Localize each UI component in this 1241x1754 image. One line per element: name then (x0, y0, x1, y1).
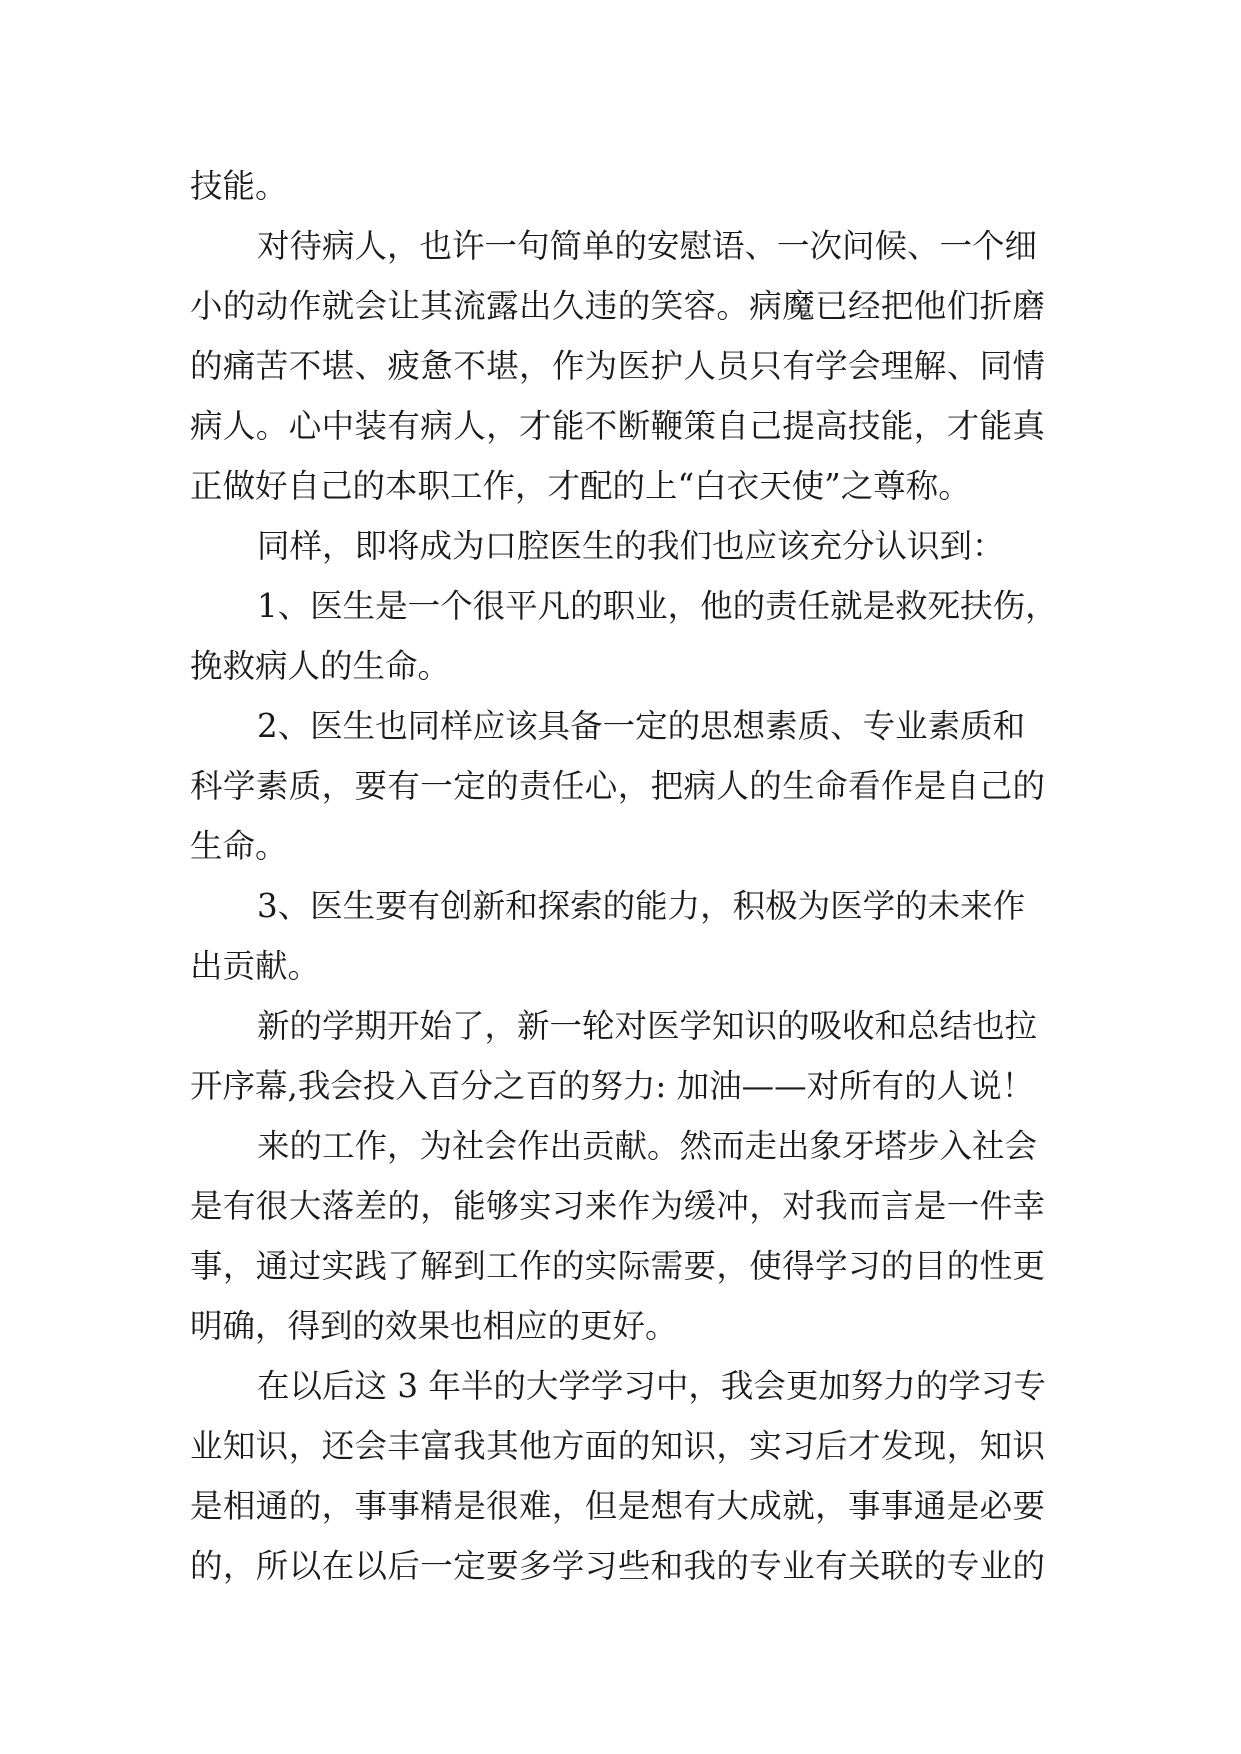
text-line: 是相通的，事事精是很难，但是想有大成就，事事通是必要 (190, 1487, 1046, 1525)
text-line: 业知识，还会丰富我其他方面的知识，实习后才发现，知识 (190, 1427, 1046, 1465)
list-item-2-line: 2、医生也同样应该具备一定的思想素质、专业素质和 (257, 707, 1026, 745)
text-line: 小的动作就会让其流露出久违的笑容。病魔已经把他们折磨 (190, 287, 1046, 325)
text-line: 的痛苦不堪、疲惫不堪，作为医护人员只有学会理解、同情 (190, 347, 1046, 385)
text-line: 技能。 (190, 167, 288, 205)
text-line: 的，所以在以后一定要多学习些和我的专业有关联的专业的 (190, 1547, 1046, 1585)
paragraph-start-line: 来的工作，为社会作出贡献。然而走出象牙塔步入社会 (257, 1127, 1038, 1165)
paragraph-start-line: 同样，即将成为口腔医生的我们也应该充分认识到： (257, 527, 1005, 565)
text-line: 正做好自己的本职工作，才配的上“白衣天使”之尊称。 (190, 467, 971, 505)
paragraph-start-line: 对待病人，也许一句简单的安慰语、一次问候、一个细 (257, 227, 1038, 265)
text-line: 科学素质，要有一定的责任心，把病人的生命看作是自己的 (190, 767, 1046, 805)
list-item-1-line: 1、医生是一个很平凡的职业，他的责任就是救死扶伤， (257, 587, 1058, 625)
text-line: 是有很大落差的，能够实习来作为缓冲，对我而言是一件幸 (190, 1187, 1046, 1225)
text-line: 开序幕,我会投入百分之百的努力: 加油——对所有的人说！ (190, 1067, 1035, 1105)
list-item-3-line: 3、医生要有创新和探索的能力，积极为医学的未来作 (257, 887, 1026, 925)
text-line: 明确，得到的效果也相应的更好。 (190, 1307, 678, 1345)
text-line: 事，通过实践了解到工作的实际需要，使得学习的目的性更 (190, 1247, 1046, 1285)
text-line: 出贡献。 (190, 947, 321, 985)
text-line: 病人。心中装有病人，才能不断鞭策自己提高技能，才能真 (190, 407, 1046, 445)
text-line: 挽救病人的生命。 (190, 647, 451, 685)
paragraph-start-line: 新的学期开始了，新一轮对医学知识的吸收和总结也拉 (257, 1007, 1038, 1045)
paragraph-start-line: 在以后这 3 年半的大学学习中，我会更加努力的学习专 (257, 1367, 1046, 1405)
text-line: 生命。 (190, 827, 288, 865)
